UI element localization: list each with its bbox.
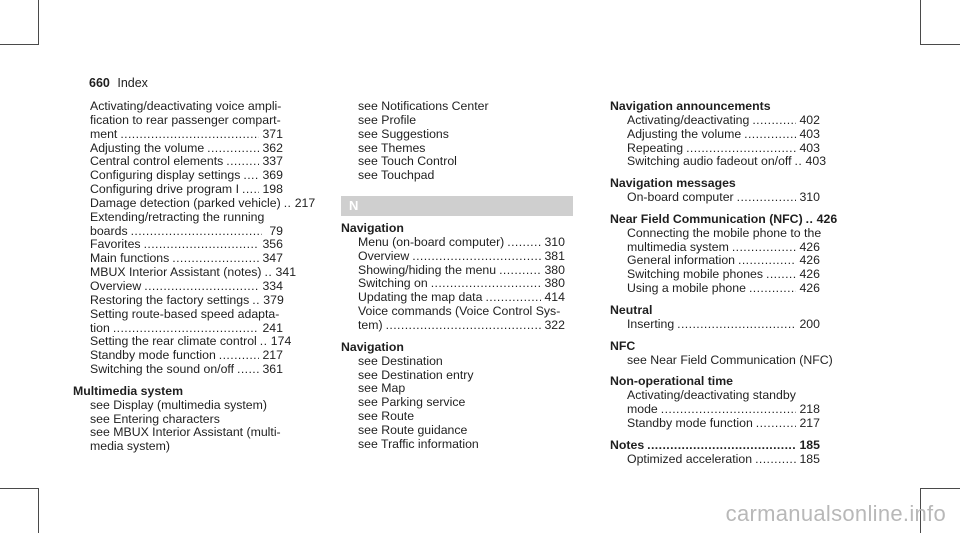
leader-dots [144,280,259,294]
index-heading: Navigation messages [610,176,736,191]
entry-text: MBUX Interior Assistant (notes) [90,265,262,280]
index-entry [73,195,316,211]
page-ref: 380 [544,276,565,291]
entry-text: Standby mode function [90,348,216,363]
page-ref: 356 [262,237,283,252]
index-entry [73,183,283,197]
page-ref: 310 [544,234,565,249]
index-entry [73,280,283,294]
index-line: see MBUX Interior Assistant (multi- [90,425,281,440]
entry-text: Central control elements [90,154,224,169]
page-ref: 414 [544,290,565,305]
entry-text: Switching on [358,276,428,291]
page-ref: 218 [799,402,820,417]
leader-dots [226,155,259,169]
entry-text: Main functions [90,251,170,266]
index-entry [610,128,820,142]
entry-text: Notes [610,437,645,452]
leader-dots [120,128,259,142]
entry-text: Configuring drive program I [90,182,239,197]
index-entry [610,191,820,205]
index-entry [73,142,283,156]
leader-dots [738,254,796,268]
page-ref: 341 [275,265,297,280]
see-also-line: see Themes [358,140,426,155]
page-ref: 241 [262,320,283,335]
index-entry [341,264,565,278]
watermark-text: carmanualsonline.info [725,501,946,526]
index-heading: Non-operational time [610,374,733,389]
crop-mark [38,488,39,533]
page-ref: 217 [294,195,316,210]
index-column-2 [341,100,565,452]
index-heading: Navigation announcements [610,99,771,113]
entry-text: Using a mobile phone [627,281,746,296]
leader-dots [752,114,796,128]
index-column-1 [73,99,316,454]
leader-dots [749,282,797,296]
entry-text: Switching mobile phones [627,267,764,282]
leader-dots [207,142,259,156]
page-ref: 371 [262,126,283,141]
see-also-line: see Touch Control [358,154,457,169]
page-ref: 426 [799,253,820,268]
index-line: Voice commands (Voice Control Sys- [358,304,561,319]
index-line: see Traffic information [358,436,479,451]
index-entry [73,349,283,363]
crop-mark [0,488,38,489]
index-entry [341,319,565,333]
index-entry [73,155,283,169]
index-entry [73,252,283,266]
leader-dots [661,403,797,417]
entry-text: Optimized acceleration [627,451,753,466]
leader-dots [647,439,796,453]
page-ref: 379 [263,292,284,307]
index-line: see Route guidance [358,422,468,437]
see-also-line: see Notifications Center [358,99,489,113]
index-entry [610,154,827,169]
index-entry [73,169,283,183]
index-line: see Map [358,381,406,396]
index-entry [610,417,820,431]
leader-dots [284,197,292,211]
leader-dots [431,277,542,291]
leader-dots [386,319,542,333]
page-ref: 426 [799,239,820,254]
entry-text: Activating/deactivating [627,112,750,127]
index-entry [73,294,283,308]
page-ref: 426 [799,267,820,282]
page-ref: 174 [270,334,292,349]
index-line: Setting route-based speed adapta- [90,306,280,321]
entry-text: Switching audio fadeout on/off [627,154,792,169]
see-also-line: see Suggestions [358,126,449,141]
entry-text: Repeating [627,140,684,155]
index-heading-entry [610,439,820,453]
leader-dots [131,225,262,239]
index-entry [341,236,565,250]
page-ref: 337 [262,154,283,169]
entry-text: ment [90,126,118,141]
index-entry [73,225,283,239]
page-ref: 362 [262,140,283,155]
entry-text: Damage detection (parked vehicle) [90,195,281,210]
page-ref: 334 [262,278,283,293]
page-ref: 403 [799,140,820,155]
crop-mark [38,0,39,45]
index-entry [73,238,283,252]
leader-dots [265,266,273,280]
index-entry [341,277,565,291]
leader-dots [677,318,796,332]
index-line: see Destination [358,353,443,368]
entry-text: Configuring display settings [90,168,241,183]
entry-text: Updating the map data [358,290,483,305]
index-entry [610,282,820,296]
index-line: see Route [358,409,415,424]
index-line: media system) [90,439,170,454]
see-also-line: see Touchpad [358,168,435,183]
page-ref: 369 [262,168,283,183]
index-line: see Destination entry [358,367,474,382]
leader-dots [252,294,260,308]
page-number: 660 [89,76,110,90]
page-ref: 361 [262,362,283,377]
entry-text: Showing/hiding the menu [358,262,497,277]
index-entry [610,254,820,268]
leader-dots [795,155,803,169]
page-ref: 198 [262,182,283,197]
index-heading-entry [610,211,838,227]
index-line: see Parking service [358,395,466,410]
leader-dots [260,335,268,349]
entry-text: Inserting [627,316,675,331]
crop-mark [920,0,921,45]
page-ref: 347 [262,251,283,266]
index-entries-n [341,222,565,452]
leader-dots [144,238,260,252]
index-entry [610,453,820,467]
index-entry [610,142,820,156]
page-ref: 310 [799,190,820,205]
page-ref: 426 [799,281,820,296]
index-line: see Entering characters [90,411,220,426]
index-heading: Navigation [341,339,404,354]
entry-text: Menu (on-board computer) [358,234,505,249]
entry-text: Adjusting the volume [627,126,742,141]
leader-dots [756,417,797,431]
leader-dots [219,349,260,363]
entry-text: Overview [358,248,410,263]
leader-dots [172,252,259,266]
index-entry [610,318,820,332]
leader-dots [507,236,541,250]
page-ref: 200 [799,316,820,331]
entry-text: Near Field Communication (NFC) [610,211,803,226]
see-also-line: see Profile [358,112,417,127]
index-entry [610,241,820,255]
index-heading: Navigation [341,221,404,236]
page-header [89,76,148,90]
entry-text: Overview [90,278,142,293]
index-line: Extending/retracting the running [90,209,265,224]
leader-dots [242,183,259,197]
leader-dots [113,322,260,336]
crop-mark [0,44,38,45]
page-ref: 403 [805,154,827,169]
index-entry [73,334,292,349]
leader-dots [237,363,259,377]
page-ref: 185 [799,437,820,452]
index-entry [341,291,565,305]
leader-dots [737,191,797,205]
index-entry [610,403,820,417]
index-entry [610,114,820,128]
see-also-list [341,100,565,183]
leader-dots [243,169,259,183]
index-entry [73,322,283,336]
page-ref: 322 [544,317,565,332]
entry-text: Adjusting the volume [90,140,205,155]
index-entry [73,128,283,142]
leader-dots [499,264,541,278]
index-line: Activating/deactivating voice ampli- [90,99,282,113]
index-entry [610,268,820,282]
leader-dots [412,250,541,264]
index-line: Connecting the mobile phone to the [627,225,822,240]
page-ref: 426 [816,211,838,226]
index-line: fication to rear passenger compart- [90,112,281,127]
page-ref: 402 [799,112,820,127]
entry-text: Standby mode function [627,415,753,430]
leader-dots [744,128,796,142]
entry-text: boards [90,223,128,238]
index-heading: Neutral [610,302,653,317]
crop-mark [921,488,960,489]
index-entry [341,250,565,264]
page-ref: 381 [544,248,565,263]
entry-text: tion [90,320,110,335]
page-ref: 79 [269,223,283,238]
leader-dots [755,453,796,467]
entry-text: Restoring the factory settings [90,292,250,307]
index-column-3 [610,99,838,466]
crop-mark [921,44,960,45]
leader-dots [766,268,796,282]
entry-text: Switching the sound on/off [90,362,235,377]
leader-dots [686,142,796,156]
index-line: see Near Field Communication (NFC) [627,352,833,367]
page-ref: 185 [799,451,820,466]
entry-text: multimedia system [627,239,729,254]
index-line: Activating/deactivating standby [627,388,796,403]
entry-text: tem) [358,317,383,332]
index-letter-heading: N [341,196,573,216]
index-heading: Multimedia system [73,383,184,398]
leader-dots [806,213,814,227]
entry-text: Favorites [90,237,141,252]
entry-text: On-board computer [627,190,734,205]
entry-text: mode [627,402,658,417]
index-entry [73,363,283,377]
page-ref: 380 [544,262,565,277]
entry-text: Setting the rear climate control [90,334,257,349]
index-entry [73,265,297,280]
leader-dots [732,241,797,255]
entry-text: General information [627,253,735,268]
page-ref: 217 [262,348,283,363]
page-ref: 403 [799,126,820,141]
leader-dots [485,291,541,305]
section-title: Index [117,76,148,90]
index-line: see Display (multimedia system) [90,397,267,412]
index-heading: NFC [610,338,636,353]
page-ref: 217 [799,415,820,430]
